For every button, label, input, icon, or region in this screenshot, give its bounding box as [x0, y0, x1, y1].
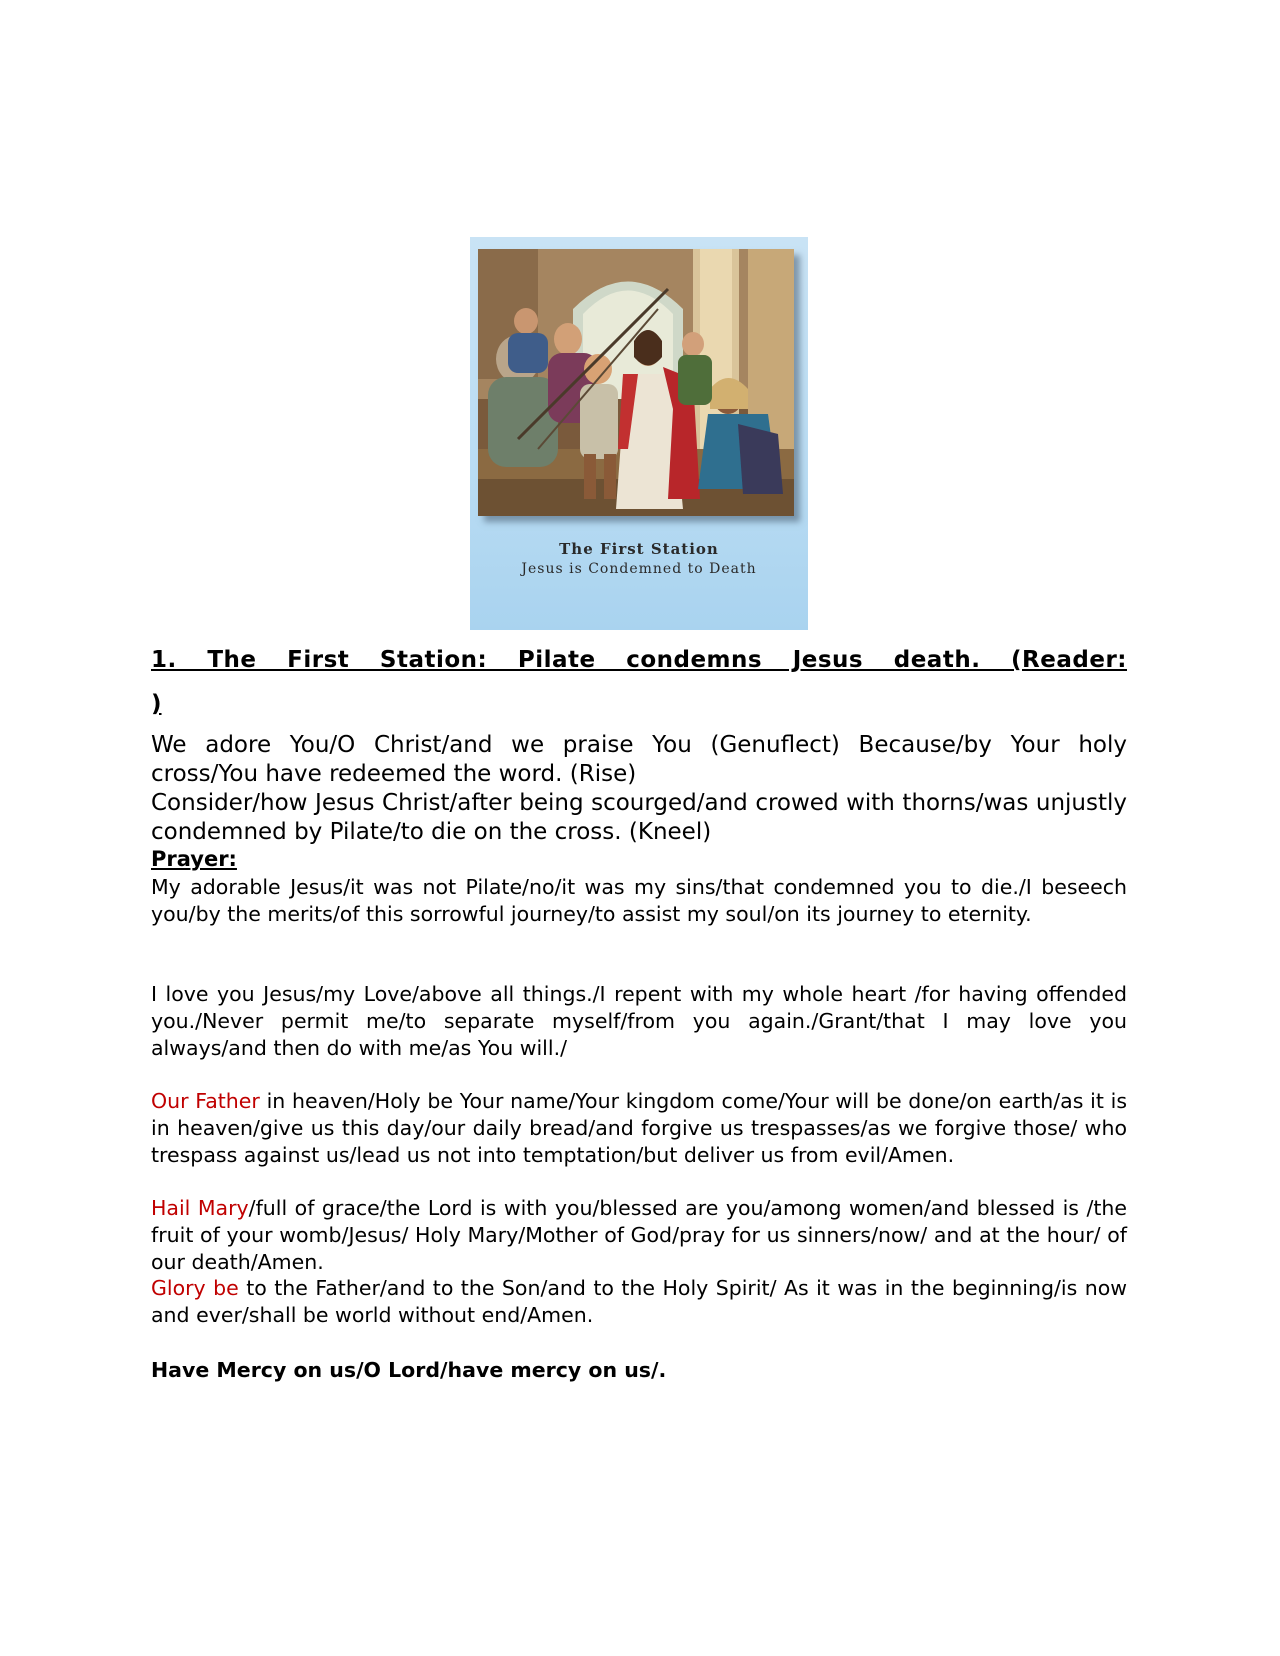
- hail-mary-text: /full of grace/the Lord is with you/blessed are you/among women/and blessed is /the fruit of your womb/Jesus/ Holy Mary/Mother of God/pray for us sinners/now/ and at the hour/ of our death/Amen.: [151, 1196, 1127, 1274]
- glory-be-paragraph: [151, 1275, 1127, 1329]
- glory-be-title: Glory be: [151, 1276, 239, 1300]
- our-father-title: Our Father: [151, 1089, 260, 1113]
- glory-be-text: to the Father/and to the Son/and to the Holy Spirit/ As it was in the beginning/is now and ever/shall be world without end/Amen.: [151, 1276, 1127, 1327]
- adoration-paragraph: We adore You/O Christ/and we praise You (Genuflect) Because/by Your holy cross/You have redeemed the word. (Rise): [151, 732, 1127, 787]
- hail-mary-paragraph: [151, 1195, 1127, 1275]
- closing-line: Have Mercy on us/O Lord/have mercy on us/.: [151, 1358, 667, 1382]
- prayer-paragraph: My adorable Jesus/it was not Pilate/no/it was my sins/that condemned you to die./I beseech you/by the merits/of this sorrowful journey/to assist my soul/on its journey to eternity.: [151, 875, 1127, 926]
- image-caption-title: The First Station: [559, 540, 719, 558]
- station-painting-illustration: [478, 249, 794, 516]
- station-heading: 1. The First Station: Pilate condemns Jesus death. (Reader:: [151, 647, 1127, 673]
- love-paragraph: I love you Jesus/my Love/above all things./I repent with my whole heart /for having offended you./Never permit me/to separate myself/from you again./Grant/that I may love you always/and then do with me/as You will./: [151, 982, 1127, 1060]
- station-image-card: [470, 237, 808, 630]
- consider-paragraph: Consider/how Jesus Christ/after being scourged/and crowed with thorns/was unjustly condemned by Pilate/to die on the cross. (Kneel): [151, 790, 1127, 845]
- station-heading-tail: ): [151, 691, 162, 717]
- image-caption-subtitle: Jesus is Condemned to Death: [521, 561, 757, 577]
- hail-mary-title: Hail Mary: [151, 1196, 249, 1220]
- our-father-text: in heaven/Holy be Your name/Your kingdom come/Your will be done/on earth/as it is in heaven/give us this day/our daily bread/and forgive us trespasses/as we forgive those/ who trespass against us/lead us not into temptation/but deliver us from evil/Amen.: [151, 1089, 1127, 1167]
- prayer-label: Prayer:: [151, 847, 237, 871]
- our-father-paragraph: [151, 1088, 1127, 1168]
- station-painting: [478, 249, 794, 516]
